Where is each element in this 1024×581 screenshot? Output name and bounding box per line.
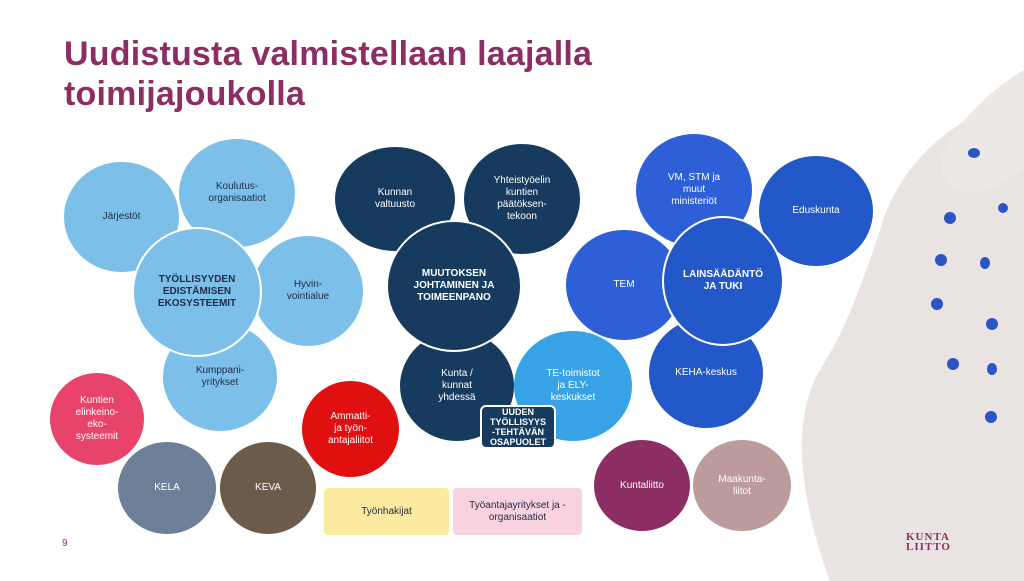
circle-kela: KELA bbox=[118, 442, 216, 534]
circle-kuntaliitto: Kuntaliitto bbox=[594, 440, 690, 531]
circle-keha: KEHA-keskus bbox=[649, 318, 763, 428]
circle-lainsaadanto: LAINSÄÄDÄNTÖ JA TUKI bbox=[662, 216, 784, 346]
page-number: 9 bbox=[62, 538, 68, 549]
kuntaliitto-logo: KUNTA LIITTO bbox=[906, 531, 951, 553]
slide-title: Uudistusta valmistellaan laajalla toimijajoukolla bbox=[64, 35, 593, 113]
circle-koulutus: Koulutus- organisaatiot bbox=[179, 139, 295, 247]
circle-ammattiliitot: Ammatti- ja työn- antajaliitot bbox=[302, 381, 399, 477]
circle-muutoksen-johtaminen: MUUTOKSEN JOHTAMINEN JA TOIMEENPANO bbox=[386, 220, 522, 352]
circle-vm-stm: VM, STM ja muut ministeriöt bbox=[636, 134, 752, 246]
circle-jarjestot: Järjestöt bbox=[64, 162, 179, 272]
circle-eduskunta: Eduskunta bbox=[759, 156, 873, 266]
box-tyonhakijat: Työnhakijat bbox=[324, 488, 449, 535]
circle-maakuntaliitot: Maakunta- liitot bbox=[693, 440, 791, 531]
circle-tyollisyys-ekosysteemit: TYÖLLISYYDEN EDISTÄMISEN EKOSYSTEEMIT bbox=[132, 227, 262, 357]
box-uuden-osapuolet: UUDEN TYÖLLISYYS -TEHTÄVÄN OSAPUOLET bbox=[480, 405, 556, 449]
circle-kunnan-valtuusto: Kunnan valtuusto bbox=[335, 147, 455, 251]
box-tyonantajayritykset: Työantajayritykset ja - organisaatiot bbox=[453, 488, 582, 535]
circle-te-toimistot: TE-toimistot ja ELY- keskukset bbox=[514, 331, 632, 441]
circle-yhteistyoelin: Yhteistyöelin kuntien päätöksen- tekoon bbox=[464, 144, 580, 254]
circle-keva: KEVA bbox=[220, 442, 316, 534]
circle-hyvinvointialue: Hyvin- vointialue bbox=[253, 236, 363, 346]
circle-kumppaniyritykset: Kumppani- yritykset bbox=[163, 323, 277, 431]
circle-tem: TEM bbox=[566, 230, 682, 340]
circle-kunta-kunnat: Kunta / kunnat yhdessä bbox=[400, 331, 514, 441]
circle-kuntien-elinkeino: Kuntien elinkeino- eko- systeemit bbox=[50, 373, 144, 465]
